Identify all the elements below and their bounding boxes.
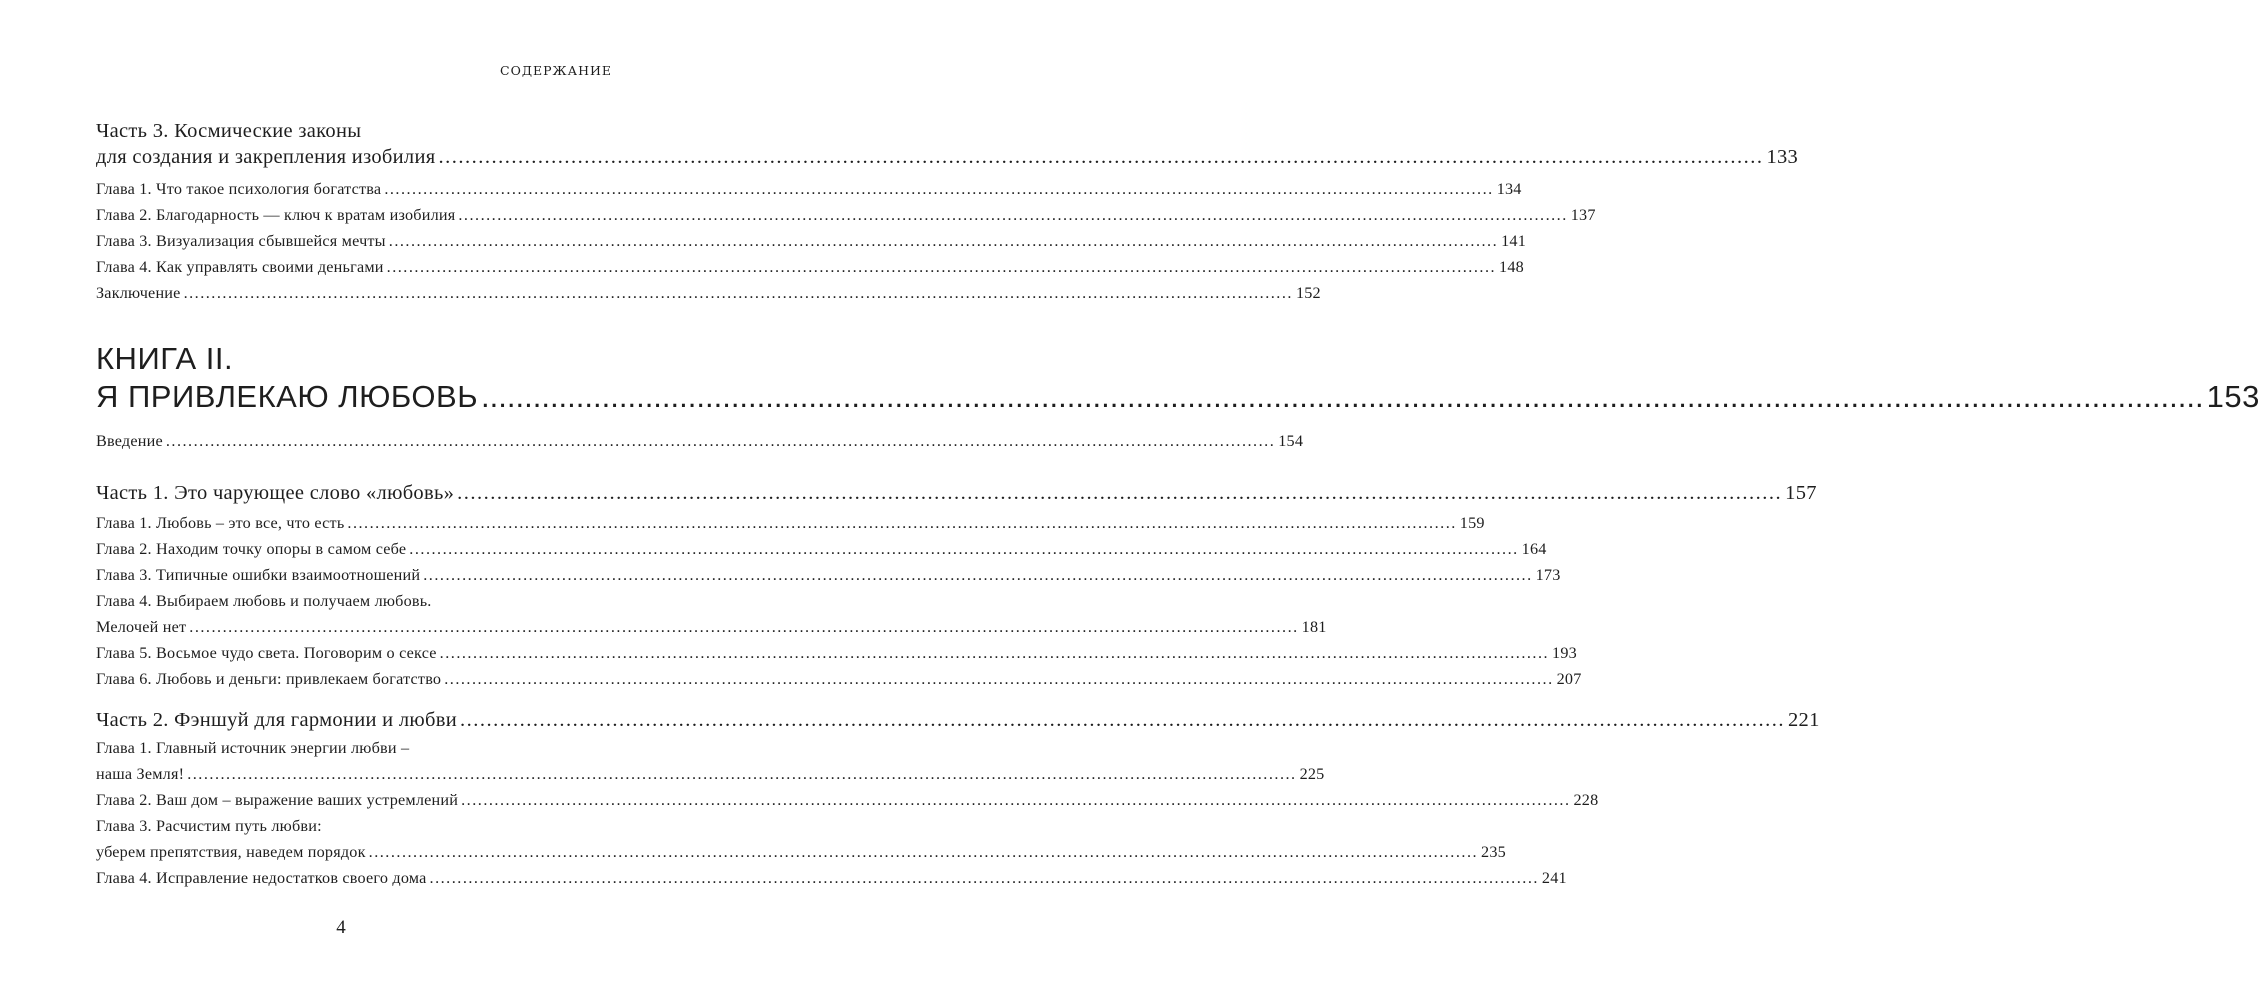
toc-entry <box>96 536 1547 562</box>
toc-entry <box>96 510 1485 536</box>
dot-leader <box>423 562 1532 588</box>
dot-leader <box>458 202 1567 228</box>
part-title-entry <box>96 707 1820 733</box>
toc-entry <box>96 666 1582 692</box>
toc-part1 <box>96 480 1817 692</box>
toc-entry <box>96 761 1325 787</box>
entry-title: Я ПРИВЛЕКАЮ ЛЮБОВЬ <box>96 379 479 414</box>
entry-page: 228 <box>1573 791 1599 809</box>
toc-entry-line: Глава 1. Главный источник энергии любви – <box>96 739 410 757</box>
entry-title: Часть 2. Фэншуй для гармонии и любви <box>96 709 457 731</box>
entry-page: 164 <box>1521 540 1547 558</box>
entry-title: Введение <box>96 432 163 450</box>
dot-leader <box>189 614 1298 640</box>
entry-title: Глава 6. Любовь и деньги: привлекаем богатство <box>96 670 442 688</box>
entry-page: 207 <box>1556 670 1582 688</box>
entry-title: Глава 5. Восьмое чудо света. Поговорим о сексе <box>96 644 437 662</box>
dot-leader <box>384 176 1493 202</box>
entry-title: Глава 3. Визуализация сбывшейся мечты <box>96 232 386 250</box>
entry-title: Глава 3. Типичные ошибки взаимоотношений <box>96 566 421 584</box>
entry-page: 159 <box>1459 514 1485 532</box>
entry-page: 221 <box>1788 709 1820 731</box>
toc-part2 <box>96 707 1820 891</box>
entry-title: для создания и закрепления изобилия <box>96 146 436 168</box>
entry-title: Глава 2. Благодарность — ключ к вратам изобилия <box>96 206 456 224</box>
entry-page: 154 <box>1278 432 1304 450</box>
dot-leader <box>460 707 1785 733</box>
dot-leader <box>438 144 1763 170</box>
entry-title: Глава 2. Ваш дом – выражение ваших устремлений <box>96 791 459 809</box>
dot-leader <box>187 761 1296 787</box>
toc-part3 <box>96 118 1799 306</box>
entry-page: 134 <box>1496 180 1522 198</box>
toc-entry <box>96 176 1522 202</box>
toc-entry <box>96 640 1577 666</box>
entry-page: 241 <box>1541 869 1567 887</box>
entry-page: 173 <box>1535 566 1561 584</box>
entry-page: 181 <box>1301 618 1327 636</box>
entry-page: 225 <box>1299 765 1325 783</box>
dot-leader <box>461 787 1570 813</box>
entry-title: Мелочей нет <box>96 618 187 636</box>
dot-leader <box>430 865 1539 891</box>
entry-page: 148 <box>1499 258 1524 276</box>
dot-leader <box>166 428 1275 454</box>
toc-entry <box>96 839 1506 865</box>
entry-title: Заключение <box>96 284 181 302</box>
entry-page: 153 <box>2206 379 2260 414</box>
dot-leader <box>387 254 1496 280</box>
entry-page: 193 <box>1552 644 1577 662</box>
entry-title: Часть 1. Это чарующее слово «любовь» <box>96 482 455 504</box>
dot-leader <box>457 480 1782 506</box>
dot-leader <box>347 510 1456 536</box>
entry-page: 235 <box>1481 843 1506 861</box>
running-head: СОДЕРЖАНИЕ <box>500 63 612 78</box>
entry-title: Глава 1. Любовь – это все, что есть <box>96 514 345 532</box>
part-title-entry <box>96 480 1817 506</box>
toc-entry-line: Глава 4. Выбираем любовь и получаем любовь. <box>96 592 432 610</box>
part-title-entry <box>96 144 1799 170</box>
toc-entry <box>96 428 1304 454</box>
entry-page: 152 <box>1295 284 1321 302</box>
dot-leader <box>184 280 1293 306</box>
dot-leader <box>389 228 1498 254</box>
part-title-line: Часть 3. Космические законы <box>96 120 362 142</box>
entry-page: 141 <box>1501 232 1527 250</box>
entry-title: наша Земля! <box>96 765 185 783</box>
dot-leader <box>369 839 1478 865</box>
toc-entry <box>96 228 1527 254</box>
toc-entry <box>96 562 1561 588</box>
book-title-entry <box>96 378 2260 416</box>
dot-leader <box>409 536 1518 562</box>
toc-entry <box>96 865 1567 891</box>
dot-leader <box>481 378 2204 416</box>
page-number: 4 <box>336 917 346 938</box>
dot-leader <box>440 640 1549 666</box>
dot-leader <box>444 666 1553 692</box>
toc-entry <box>96 254 1524 280</box>
entry-title: Глава 1. Что такое психология богатства <box>96 180 382 198</box>
toc-book2 <box>96 340 2260 454</box>
entry-page: 137 <box>1570 206 1596 224</box>
book-title-line: КНИГА II. <box>96 341 234 376</box>
entry-title: Глава 4. Исправление недостатков своего дома <box>96 869 427 887</box>
entry-title: Глава 4. Как управлять своими деньгами <box>96 258 384 276</box>
toc-entry <box>96 787 1599 813</box>
toc-entry <box>96 280 1321 306</box>
entry-title: уберем препятствия, наведем порядок <box>96 843 366 861</box>
entry-page: 133 <box>1766 146 1799 168</box>
entry-title: Глава 2. Находим точку опоры в самом себе <box>96 540 407 558</box>
toc-entry-line: Глава 3. Расчистим путь любви: <box>96 817 322 835</box>
toc-entry <box>96 202 1596 228</box>
toc-entry <box>96 614 1327 640</box>
entry-page: 157 <box>1785 482 1817 504</box>
